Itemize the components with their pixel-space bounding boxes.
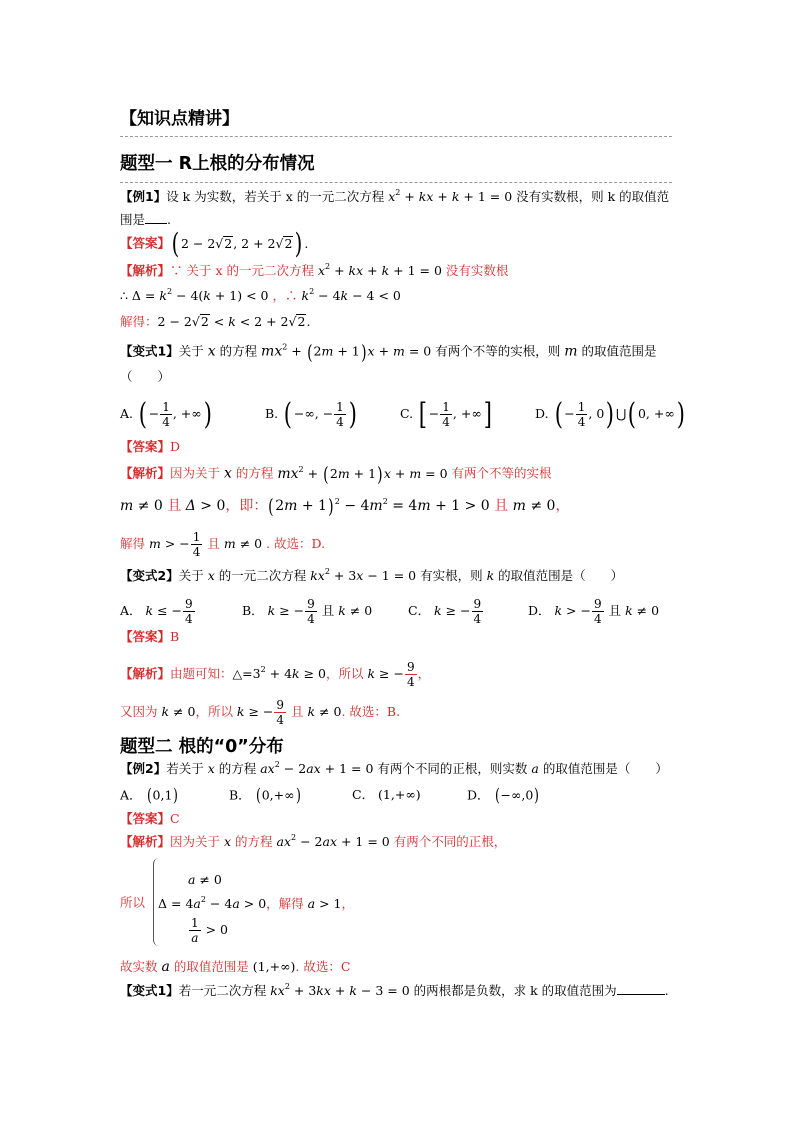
example-1-line-1: 【例1】设 k 为实数，若关于 x 的一元二次方程 $x^2$ + kx + k + 1 = 0 没有实数根，则 k 的取值范 bbox=[120, 188, 670, 204]
analysis-tag: 【解析】 bbox=[120, 263, 171, 278]
option-a: A. ( − $\frac{1}{4}$ , +∞) bbox=[120, 396, 212, 432]
option-d: D． k > − $\frac{9}{4}$ 且 k ≠ 0 bbox=[528, 597, 660, 626]
option-b: B． k ≥ − $\frac{9}{4}$ 且 k ≠ 0 bbox=[242, 597, 373, 626]
example-1-answer: 【答案】( 2 − 2√2, 2 + 2√2) . bbox=[120, 227, 309, 260]
answer-tag: 【答案】 bbox=[120, 235, 171, 251]
option-b: B. ( −∞, − $\frac{1}{4}$ ) bbox=[265, 396, 357, 432]
variant-tag: 【变式1】 bbox=[120, 343, 179, 359]
variant-1-answer: 【答案】D bbox=[120, 439, 181, 454]
variant-tag: 【变式2】 bbox=[120, 568, 179, 583]
example-2-stem: 【例2】若关于 x 的方程 $ax^2 - 2ax + 1 = 0$ 有两个不同的正根，则实数 a 的取值范围是（ ） bbox=[120, 760, 668, 776]
variant-1-paren: （ ） bbox=[120, 369, 171, 384]
example-2-analysis-1: 【解析】因为关于 x 的方程 $ax^2 - 2ax + 1 = 0$ 有两个不同的正根， bbox=[120, 833, 507, 849]
page-title: 【知识点精讲】 bbox=[120, 109, 239, 129]
option-d: D. ( − $\frac{1}{4}$ , 0) ⋃( 0, +∞) bbox=[535, 396, 685, 432]
answer-tag: 【答案】 bbox=[120, 439, 171, 454]
option-b: B． (0,+∞) bbox=[229, 785, 301, 806]
analysis-tag: 【解析】 bbox=[120, 666, 171, 681]
option-c: C. [ − $\frac{1}{4}$ , +∞] bbox=[400, 396, 492, 432]
variant-tag: 【变式1】 bbox=[120, 983, 179, 998]
analysis-tag: 【解析】 bbox=[120, 834, 171, 849]
example-1-line-2: 围是 . bbox=[120, 212, 171, 227]
variant-2-answer: 【答案】B bbox=[120, 629, 180, 644]
divider bbox=[120, 136, 672, 137]
variant-2-stem: 【变式2】关于 x 的一元二次方程 $kx^2 + 3x - 1 = 0$ 有实根，则 k 的取值范围是（ ） bbox=[120, 567, 624, 583]
section-title-1: 题型一 R上根的分布情况 bbox=[120, 154, 315, 174]
answer-tag: 【答案】 bbox=[120, 811, 171, 826]
example-tag: 【例2】 bbox=[120, 761, 167, 776]
variant-1-analysis-3: 解得 m > − $\frac{1}{4}$ 且 m ≠ 0 . 故选：D. bbox=[120, 530, 326, 559]
option-a: A． (0,1) bbox=[120, 785, 179, 806]
divider bbox=[120, 182, 672, 183]
variant-1-stem: 【变式1】关于 x 的方程 $mx^2 + (2m + 1)x + m = 0$ 有两个不等的实根，则 m 的取值范围是 bbox=[120, 340, 657, 364]
option-d: D． (−∞,0) bbox=[467, 785, 540, 806]
inequality-system: a ≠ 0 $\Delta = 4a^2 - 4a > 0$，解得 a > 1， $\frac{1}{a}$ > 0 bbox=[148, 858, 348, 948]
example-2-conclusion: 故实数 a 的取值范围是 (1,+∞). 故选：C bbox=[120, 959, 351, 975]
example-tag: 【例1】 bbox=[120, 189, 167, 204]
variant-1-analysis-1: 【解析】因为关于 x 的方程 $mx^2 + (2m + 1)x + m = 0$ 有两个不等的实根 bbox=[120, 462, 552, 486]
so-label: 所以 bbox=[120, 895, 146, 910]
variant-1-analysis-2: m ≠ 0 且 Δ > 0，即：$(2m + 1)^2 - 4m^2 = 4m + 1 > 0$ 且 m ≠ 0， bbox=[120, 494, 570, 518]
option-c: C． (1,+∞) bbox=[352, 787, 421, 802]
option-a: A． k ≤ − $\frac{9}{4}$ bbox=[120, 597, 193, 626]
example-1-analysis-1: 【解析】∵ 关于 x 的一元二次方程 $x^2$ + kx + k + 1 = 0 没有实数根 bbox=[120, 262, 509, 278]
option-c: C． k ≥ − $\frac{9}{4}$ bbox=[408, 597, 482, 626]
variant-2-analysis-2: 又因为 k ≠ 0，所以 k ≥ − $\frac{9}{4}$ 且 k ≠ 0. 故选：B. bbox=[120, 698, 401, 727]
variant-2-analysis-1: 【解析】由题可知：$\triangle=3^2 + 4k \ge 0$，所以 k ≥ − $\frac{9}{4}$ ， bbox=[120, 660, 431, 689]
example-2-answer: 【答案】C bbox=[120, 811, 180, 826]
variant-3-stem: 【变式1】若一元二次方程 $kx^2 + 3kx + k - 3 = 0$ 的两根都是负数，求 k 的取值范围为 . bbox=[120, 982, 669, 998]
example-1-analysis-3: 解得：2 − 2√2 < k < 2 + 2√2. bbox=[120, 314, 311, 329]
section-title-2: 题型二 根的“0”分布 bbox=[120, 737, 284, 757]
answer-tag: 【答案】 bbox=[120, 629, 171, 644]
analysis-tag: 【解析】 bbox=[120, 465, 171, 481]
example-1-analysis-2: ∴ $\Delta = k^2 - 4(k + 1) < 0$ ，∴ $k^2 - 4k - 4 < 0$ bbox=[120, 287, 401, 303]
